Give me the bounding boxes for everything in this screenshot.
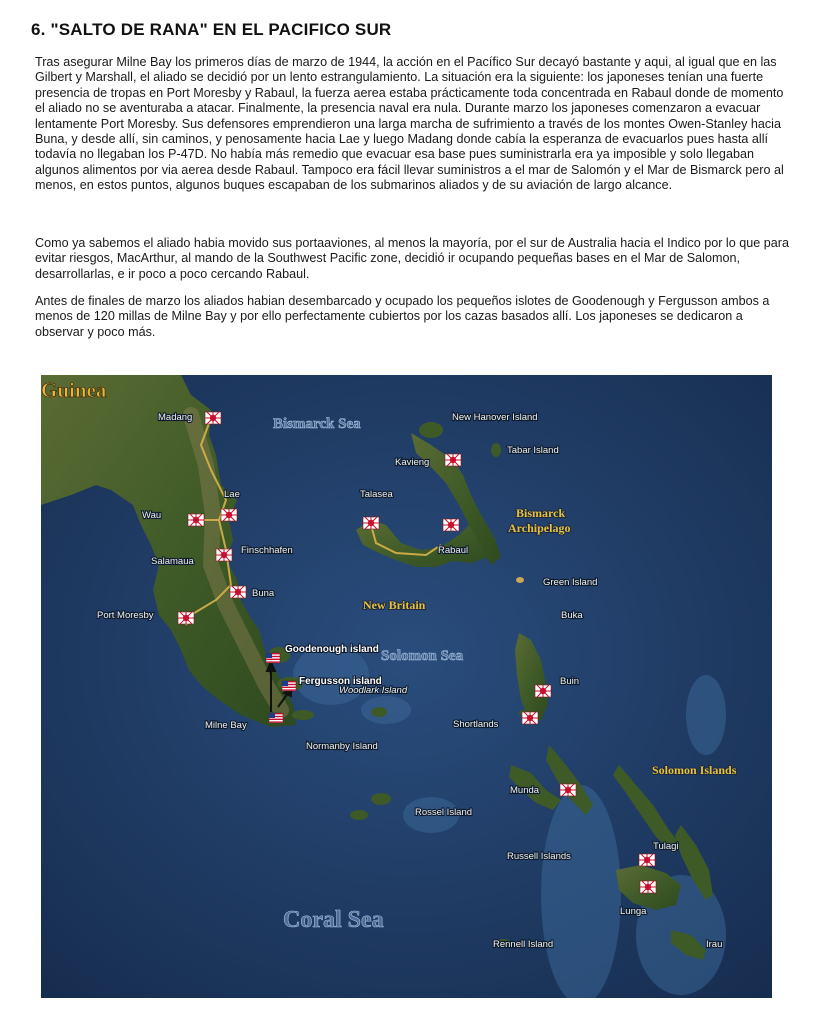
label-salamaua: Salamaua bbox=[151, 556, 194, 567]
rossel-shape bbox=[350, 810, 368, 820]
japan-flag-lunga bbox=[640, 881, 656, 893]
japan-flag-lae bbox=[221, 509, 237, 521]
japan-flag-shortlands bbox=[522, 712, 538, 724]
label-lae: Lae bbox=[224, 489, 240, 500]
label-kavieng: Kavieng bbox=[395, 457, 430, 468]
label-irau: Irau bbox=[706, 939, 723, 950]
label-fergusson-island: Fergusson island bbox=[299, 676, 382, 687]
label-solomon-sea: Solomon Sea bbox=[381, 648, 464, 664]
normanby-shape bbox=[292, 710, 314, 720]
label-buin: Buin bbox=[560, 676, 580, 687]
label-buka: Buka bbox=[561, 610, 583, 621]
green-island-shape bbox=[516, 577, 524, 583]
japan-flag-port-moresby bbox=[178, 612, 194, 624]
map-svg bbox=[41, 375, 772, 998]
japan-flag-rabaul bbox=[443, 519, 459, 531]
label-normanby-island: Normanby Island bbox=[306, 741, 378, 752]
us-flag-milne-bay bbox=[269, 713, 283, 723]
japan-flag-buna bbox=[230, 586, 246, 598]
paragraph-situation: Tras asegurar Milne Bay los primeros días de marzo de 1944, la acción en el Pacífico Sur decayó bastante y aqui, al igual que en las Gilbert y Marshall, el aliado se decidió por un lento estrangulamiento. La situación era la siguiente: los japoneses tenían una fuerte presencia de tropas en Port Moresby y Rabaul, la fuerza aerea estaba prácticamente toda concentrada en Rabaul donde de momento el aliado no se aventuraba a atacar. Finalmente, la presencia naval era nula. Durante marzo los japoneses comenzaron a evacuar lentamente Port Moresby. Sus defensores emprendieron una larga marcha de sufrimiento a través de los montes Owen-Stanley hacia Buna, y desde allí, sin caminos, y penosamente hacia Lae y luego Madang donde cabía la esperanza de evacuarlos pues hasta allí todavía no llegaban los P-47D. No había más remedio que evacuar esa base pues suministrarla era ya imposible y solo llegaban algunos alimentos por via aerea desde Rabaul. Tampoco era fácil llevar suministros a el mar de Salomón y el Mar de Bismarck pero al menos, en estos puntos, algunos buques escapaban de los submarinos aliados y de su aviación de largo alcance. bbox=[35, 55, 784, 193]
japan-flag-finschhafen bbox=[216, 549, 232, 561]
campaign-map bbox=[41, 375, 772, 998]
label-lunga: Lunga bbox=[620, 906, 647, 917]
label-wau: Wau bbox=[142, 510, 162, 521]
label-madang: Madang bbox=[158, 412, 193, 423]
label-solomon-islands: Solomon Islands bbox=[652, 763, 737, 777]
japan-flag-wau bbox=[188, 514, 204, 526]
label-milne-bay: Milne Bay bbox=[205, 720, 247, 731]
label-new-britain: New Britain bbox=[363, 598, 426, 612]
label-buna: Buna bbox=[252, 588, 275, 599]
us-flag-fergusson bbox=[282, 681, 296, 691]
louisiade-shape bbox=[371, 793, 391, 805]
label-rennell-island: Rennell Island bbox=[493, 939, 554, 950]
tabar-shape bbox=[491, 443, 501, 457]
woodlark-shape bbox=[371, 707, 387, 717]
label-tulagi: Tulagi bbox=[653, 841, 679, 852]
new-hanover-shape bbox=[419, 422, 443, 438]
label-bismarck-sea: Bismarck Sea bbox=[273, 416, 361, 432]
japan-flag-buin bbox=[535, 685, 551, 697]
label-talasea: Talasea bbox=[360, 489, 393, 500]
label-new-hanover: New Hanover Island bbox=[452, 412, 538, 423]
label-bismarck-archipelago-2: Archipelago bbox=[508, 521, 571, 535]
japan-flag-madang bbox=[205, 412, 221, 424]
label-goodenough-island: Goodenough island bbox=[285, 644, 379, 655]
paragraph-strategy: Como ya sabemos el aliado habia movido sus portaaviones, al menos la mayoría, por el sur de Australia hacia el Indico por lo que para evitar riesgos, MacArthur, al mando de la Southwest Pacific zone, decidió ir ocupando pequeñas bases en el Mar de Salomon, desarrollarlas, e ir poco a poco cercando Rabaul. bbox=[35, 236, 789, 281]
japan-flag-tulagi bbox=[639, 854, 655, 866]
label-shortlands: Shortlands bbox=[453, 719, 499, 730]
japan-flag-munda bbox=[560, 784, 576, 796]
label-rabaul: Rabaul bbox=[438, 545, 469, 556]
label-woodlark-island: Woodlark Island bbox=[339, 685, 408, 696]
label-bismarck-archipelago-1: Bismarck bbox=[516, 506, 566, 520]
japan-flag-talasea bbox=[363, 517, 379, 529]
label-russell-islands: Russell Islands bbox=[507, 851, 571, 862]
label-munda: Munda bbox=[510, 785, 540, 796]
article-title: 6. "SALTO DE RANA" EN EL PACIFICO SUR bbox=[31, 20, 392, 39]
label-coral-sea: Coral Sea bbox=[283, 907, 384, 933]
label-finschhafen: Finschhafen bbox=[241, 545, 293, 556]
japan-flag-kavieng bbox=[445, 454, 461, 466]
label-port-moresby: Port Moresby bbox=[97, 610, 154, 621]
label-tabar-island: Tabar Island bbox=[507, 445, 559, 456]
label-rossel-island: Rossel Island bbox=[415, 807, 473, 818]
label-guinea: Guinea bbox=[41, 378, 107, 402]
label-green-island: Green Island bbox=[543, 577, 598, 588]
paragraph-landings: Antes de finales de marzo los aliados habian desembarcado y ocupado los pequeños islotes de Goodenough y Fergusson ambos a menos de 120 millas de Milne Bay y por ello perfectamente cubiertos por los cazas basados allí. Los japoneses se dedicaron a observar y poco más. bbox=[35, 294, 770, 339]
us-flag-goodenough bbox=[266, 653, 280, 663]
